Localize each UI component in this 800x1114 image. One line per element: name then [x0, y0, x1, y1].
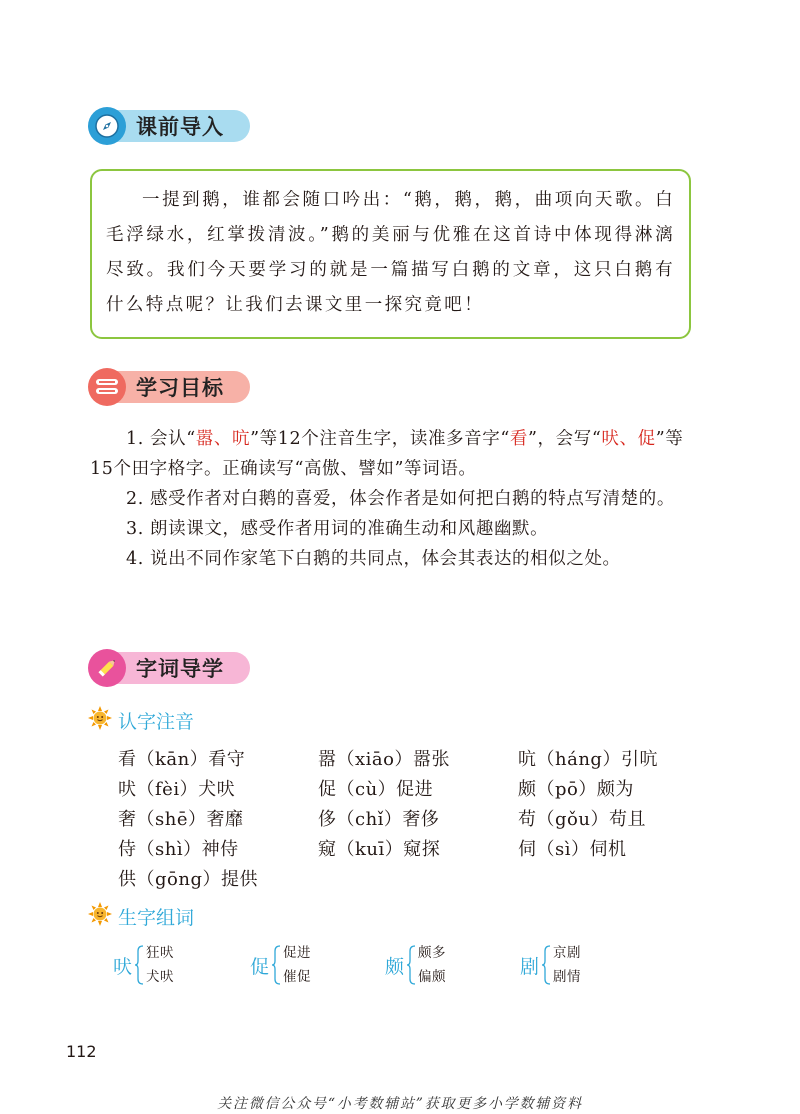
pinyin-entry: 苟（gǒu）苟且	[518, 809, 646, 830]
pinyin-row	[118, 773, 718, 803]
highlight-text: 吠、促	[601, 429, 656, 449]
sun-icon	[88, 706, 112, 734]
brace-icon	[271, 945, 281, 985]
word-group-char: 促	[250, 955, 270, 978]
pinyin-entry: 侈（chǐ）奢侈	[318, 809, 440, 830]
word-item: 京剧	[553, 945, 582, 961]
word-item: 剧情	[553, 969, 582, 985]
compass-icon	[88, 107, 126, 145]
word-group-char: 颇	[385, 955, 405, 978]
pinyin-grid	[118, 743, 718, 893]
pinyin-row	[118, 833, 718, 863]
goal-item-1: 1. 会认“嚣、吭”等12个注音生字，读准多音字“看”，会写“吠、促”等15个田字格字。正确读写“高傲、譬如”等词语。	[90, 429, 684, 479]
word-list	[283, 943, 311, 987]
goal-item-3: 3. 朗读课文，感受作者用词的准确生动和风趣幽默。	[126, 519, 549, 539]
page-number: 112	[66, 1042, 97, 1061]
word-list	[418, 943, 446, 987]
pinyin-entry: 颇（pō）颇为	[518, 779, 634, 800]
pinyin-entry: 吭（háng）引吭	[518, 749, 658, 770]
section-title: 学习目标	[136, 376, 224, 400]
pinyin-row	[118, 863, 718, 893]
word-group-char: 剧	[520, 955, 540, 978]
goal-item-2: 2. 感受作者对白鹅的喜爱，体会作者是如何把白鹅的特点写清楚的。	[126, 489, 675, 509]
word-group	[113, 940, 174, 990]
pinyin-row	[118, 743, 718, 773]
pinyin-entry: 伺（sì）伺机	[518, 839, 627, 860]
word-group	[520, 940, 581, 990]
pinyin-entry: 供（gōng）提供	[118, 869, 258, 890]
word-group	[385, 940, 446, 990]
footer-note: 关注微信公众号“小考数辅站”获取更多小学数辅资料	[217, 1096, 583, 1112]
intro-text: 一提到鹅，谁都会随口吟出：“鹅，鹅，鹅，曲项向天歌。白毛浮绿水，红掌拨清波。”鹅的美丽与优雅在这首诗中体现得淋漓尽致。我们今天要学习的就是一篇描写白鹅的文章，这只白鹅有什么特点呢？让我们去课文里一探究竟吧！	[106, 190, 675, 315]
word-list	[146, 943, 174, 987]
brace-icon	[406, 945, 416, 985]
section-header-vocab	[88, 648, 224, 688]
word-groups	[113, 940, 713, 990]
pinyin-entry: 吠（fèi）犬吠	[118, 779, 236, 800]
word-list	[553, 943, 581, 987]
goal-item-4: 4. 说出不同作家笔下白鹅的共同点，体会其表达的相似之处。	[126, 549, 621, 569]
subhead-title: 认字注音	[118, 710, 195, 733]
subhead-title: 生字组词	[118, 906, 195, 929]
word-group	[250, 940, 311, 990]
subhead-words	[88, 902, 194, 930]
subhead-pinyin	[88, 706, 194, 734]
brace-icon	[134, 945, 144, 985]
intro-box	[90, 169, 691, 339]
pinyin-entry: 侍（shì）神侍	[118, 839, 239, 860]
pinyin-entry: 看（kān）看守	[118, 749, 246, 770]
word-item: 颇多	[418, 945, 447, 961]
highlight-text: 看	[509, 429, 528, 449]
pencil-icon	[88, 649, 126, 687]
word-item: 促进	[283, 945, 312, 961]
pinyin-entry: 促（cù）促进	[318, 779, 434, 800]
section-title: 字词导学	[136, 657, 224, 681]
pinyin-row	[118, 803, 718, 833]
book-stack-icon	[88, 368, 126, 406]
word-item: 狂吠	[146, 945, 175, 961]
highlight-text: 嚣、吭	[195, 429, 251, 449]
pinyin-entry: 奢（shē）奢靡	[118, 809, 244, 830]
section-header-intro	[88, 106, 224, 146]
goals-list	[90, 424, 694, 574]
section-title: 课前导入	[136, 115, 224, 139]
word-item: 偏颇	[418, 969, 447, 985]
section-header-goals	[88, 367, 224, 407]
pinyin-entry: 嚣（xiāo）嚣张	[318, 749, 450, 770]
sun-icon	[88, 902, 112, 930]
pinyin-entry: 窥（kuī）窥探	[318, 839, 441, 860]
brace-icon	[541, 945, 551, 985]
word-group-char: 吠	[113, 955, 133, 978]
word-item: 犬吠	[146, 969, 175, 985]
word-item: 催促	[283, 969, 312, 985]
